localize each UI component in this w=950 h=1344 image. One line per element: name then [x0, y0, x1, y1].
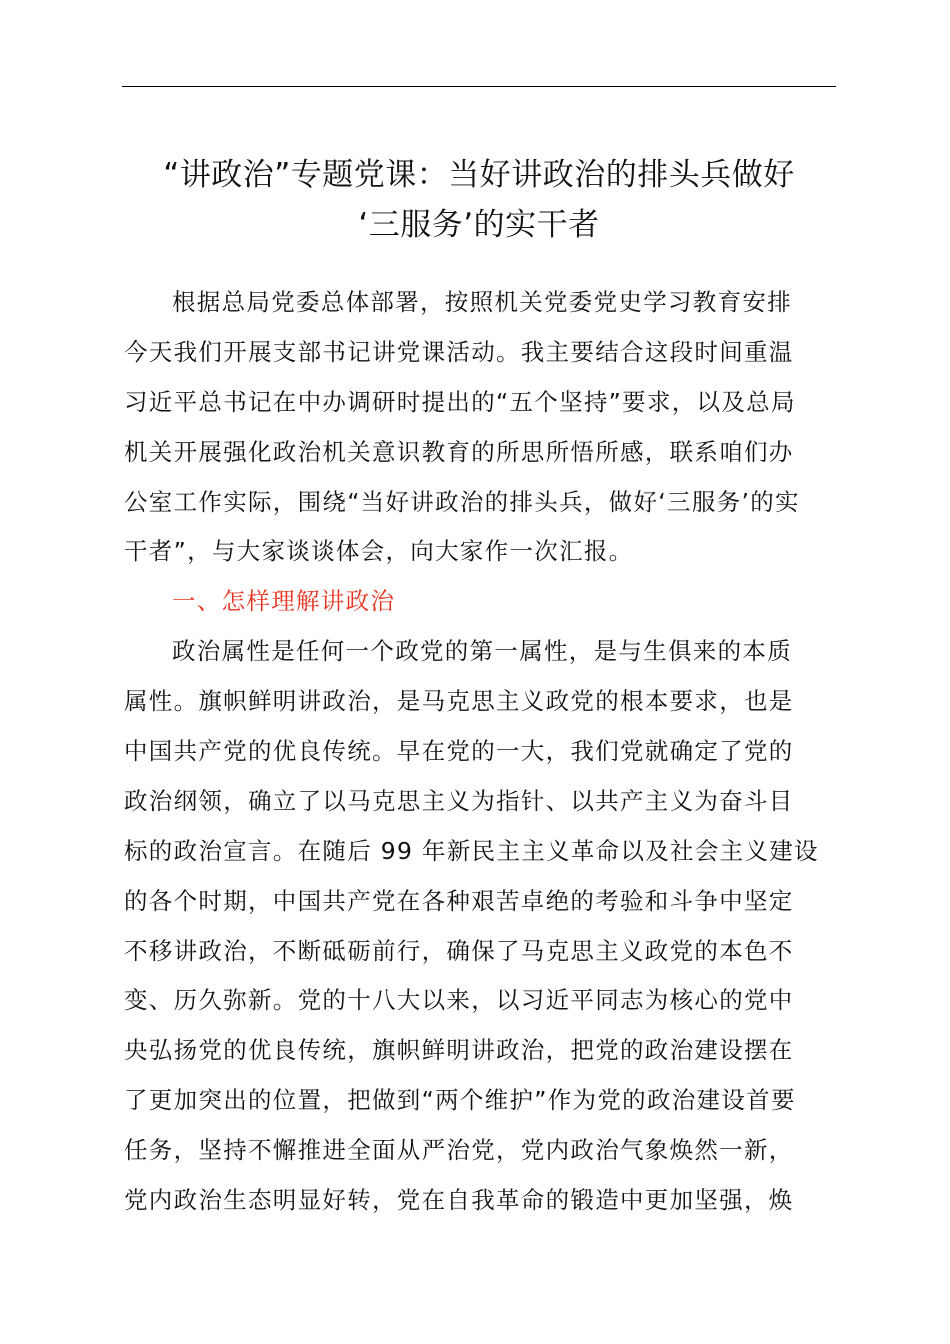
paragraph-line: 中国共产党的优良传统。早在党的一大，我们党就确定了党的	[124, 737, 794, 766]
paragraph-line: 不移讲政治，不断砥砺前行，确保了马克思主义政党的本色不	[124, 936, 794, 965]
paragraph-line: 标的政治宣言。在随后 99 年新民主主义革命以及社会主义建设	[124, 836, 819, 865]
paragraph-line: 任务，坚持不懈推进全面从严治党，党内政治气象焕然一新，	[124, 1136, 794, 1165]
paragraph-line: 属性。旗帜鲜明讲政治，是马克思主义政党的根本要求，也是	[124, 687, 794, 716]
paragraph-line: 今天我们开展支部书记讲党课活动。我主要结合这段时间重温	[124, 337, 794, 366]
header-rule	[122, 86, 836, 87]
paragraph-line: 央弘扬党的优良传统，旗帜鲜明讲政治，把党的政治建设摆在	[124, 1036, 794, 1065]
paragraph-line: 了更加突出的位置，把做到“两个维护”作为党的政治建设首要	[124, 1086, 796, 1115]
section-heading: 一、怎样理解讲政治	[172, 587, 396, 616]
document-title	[110, 150, 848, 250]
paragraph-line: 政治属性是任何一个政党的第一属性，是与生俱来的本质	[172, 637, 792, 666]
paragraph-line: 党内政治生态明显好转，党在自我革命的锻造中更加坚强，焕	[124, 1186, 794, 1215]
title-line: ‘三服务’的实干者	[358, 207, 600, 243]
paragraph-line: 公室工作实际，围绕“当好讲政治的排头兵，做好‘三服务’的实	[124, 487, 800, 516]
paragraph-line: 的各个时期，中国共产党在各种艰苦卓绝的考验和斗争中坚定	[124, 886, 794, 915]
paragraph-line: 机关开展强化政治机关意识教育的所思所悟所感，联系咱们办	[124, 437, 794, 466]
paragraph-line: 变、历久弥新。党的十八大以来，以习近平同志为核心的党中	[124, 986, 794, 1015]
paragraph-line: 习近平总书记在中办调研时提出的“五个坚持”要求，以及总局	[124, 387, 796, 416]
title-line: “讲政治”专题党课：当好讲政治的排头兵做好	[163, 157, 795, 193]
document-body	[124, 278, 836, 1226]
paragraph-line: 政治纲领，确立了以马克思主义为指针、以共产主义为奋斗目	[124, 786, 794, 815]
paragraph-line: 干者”，与大家谈谈体会，向大家作一次汇报。	[124, 537, 634, 566]
paragraph-line: 根据总局党委总体部署，按照机关党委党史学习教育安排	[172, 288, 792, 316]
